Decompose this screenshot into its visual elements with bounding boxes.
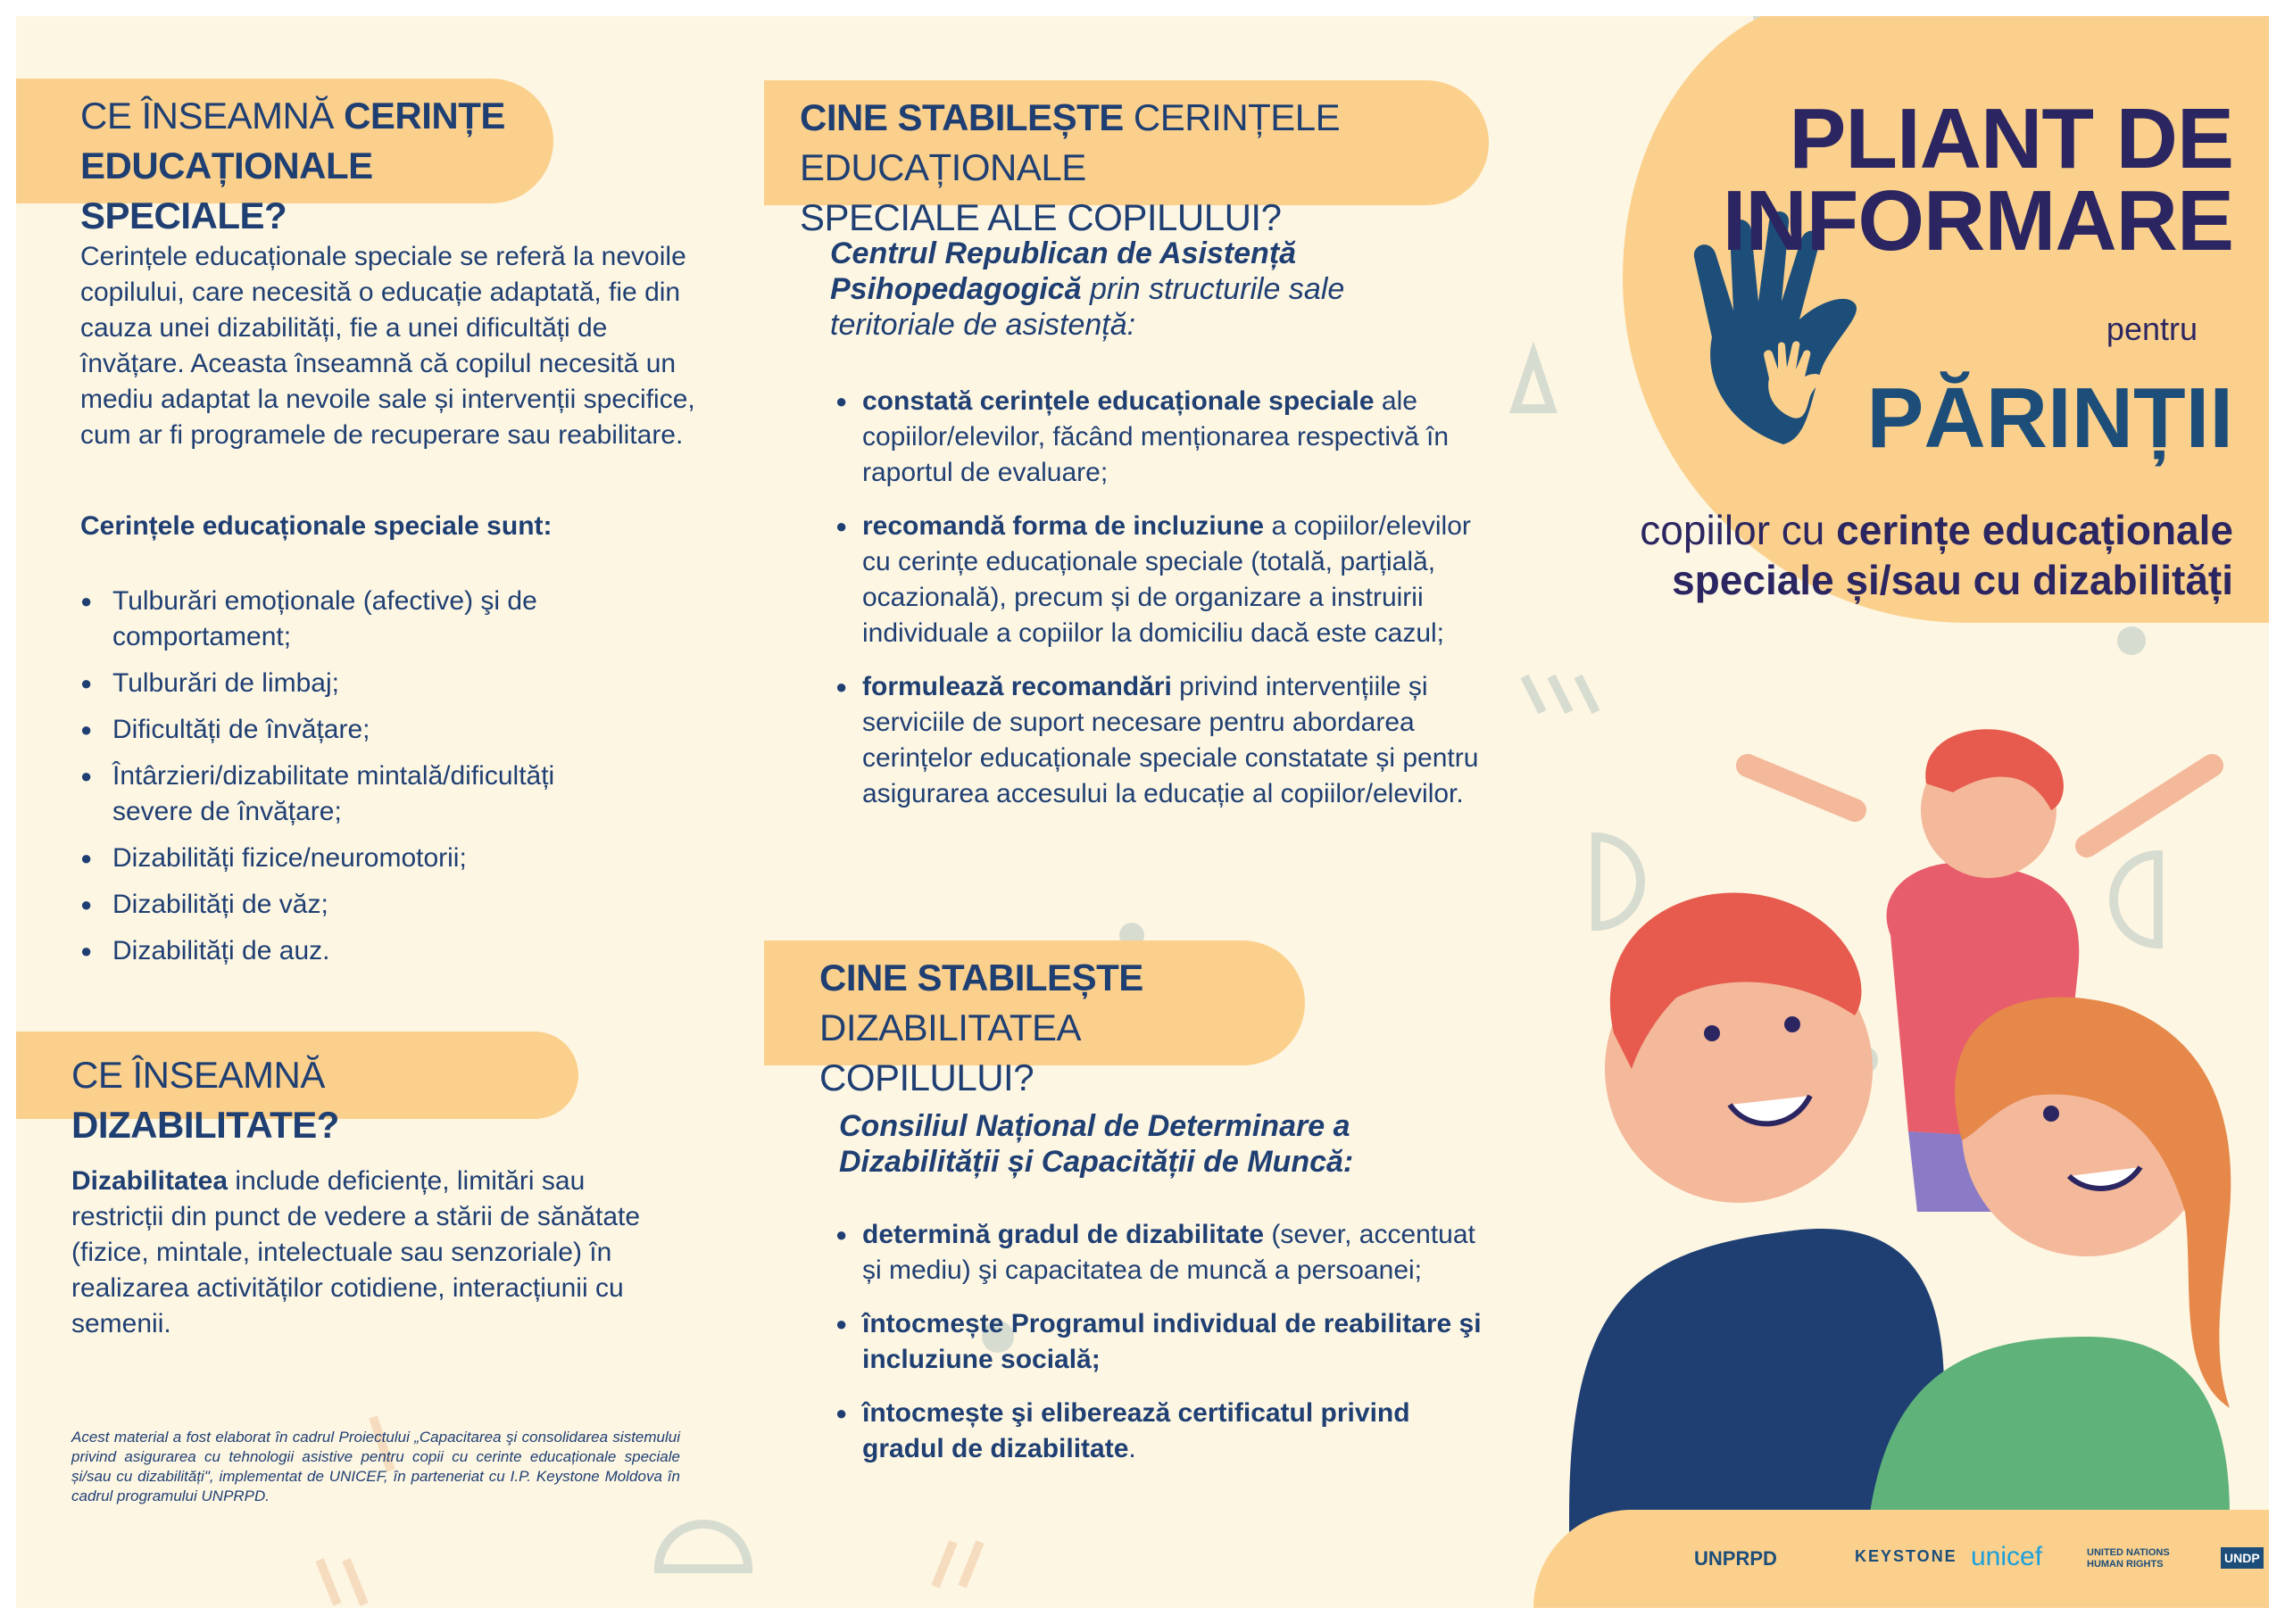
list-item: ● determină gradul de dizabilitate (sever, accentuat și mediu) şi capacitatea de muncă a persoanei; xyxy=(835,1217,1496,1288)
list-item: ● Tulburări emoționale (afective) şi de comportament; xyxy=(80,584,634,655)
section-banner-ces xyxy=(16,79,553,236)
crap-subheading xyxy=(830,236,1455,343)
list-item: ● Întârzieri/dizabilitate mintală/dificultăți severe de învățare; xyxy=(80,758,634,830)
banner-text: CE ÎNSEAMNĂ xyxy=(80,95,345,137)
partner-logos-bar xyxy=(1533,1510,2269,1608)
list-item: ● Dizabilități fizice/neuromotorii; xyxy=(80,841,634,876)
list-item: ● Dificultăți de învățare; xyxy=(80,712,634,748)
ces-list-title xyxy=(80,509,705,544)
column-right-cover xyxy=(1533,16,2269,1608)
ces-list xyxy=(80,584,634,980)
title-line: PLIANT DE xyxy=(1789,91,2233,186)
banner-text: CE ÎNSEAMNĂ xyxy=(71,1054,325,1096)
list-item: ● Dizabilități de văz; xyxy=(80,887,634,923)
logo-undp: UNDP xyxy=(2221,1547,2264,1569)
family-illustration xyxy=(1533,712,2269,1604)
list-item: ● formulează recomandări privind intervențiile și serviciile de suport necesare pentru abordarea cerințelor educaționale speciale constatate și pentru asigurarea accesului la educație al copiilor/elevilor. xyxy=(835,669,1496,812)
section-banner-cine-ces xyxy=(764,80,1489,238)
dizab-bold: Dizabilitatea xyxy=(71,1166,228,1196)
dizab-text: include deficiențe, limitări sau restricții din punct de vedere a stării de sănătate (fizice, mintale, intelectuale sau senzoriale) în realizarea activităților cotidiene, interacțiunii cu semenii. xyxy=(71,1166,641,1338)
subtitle-bold: speciale și/sau cu dizabilități xyxy=(1672,557,2233,603)
cover-subtitle xyxy=(1640,505,2233,605)
cndd-duties-list xyxy=(835,1217,1496,1485)
banner-bold: DIZABILITATE? xyxy=(71,1104,339,1146)
list-item: ● recomandă forma de incluziune a copiilor/elevilor cu cerințe educaționale speciale (totală, parțială, ocazională), precum și de organizare a instruirii individuale a copiilor la domiciliu dacă este cazul; xyxy=(835,509,1496,651)
list-item: ● întocmește Programul individual de reabilitare şi incluziune socială; xyxy=(835,1306,1496,1378)
list-item: ● Tulburări de limbaj; xyxy=(80,666,634,701)
banner-bold: CERINȚE xyxy=(344,95,505,137)
section-banner-dizabilitate xyxy=(16,1032,578,1146)
banner-text: CERINȚELE EDUCAȚIONALE xyxy=(800,96,1341,188)
ces-paragraph: Cerințele educaționale speciale se referă la nevoile copilului, care necesită o educație adaptată, fie din cauza unei dizabilități, fie a unei dificultăți de învățare. Aceasta înseamnă că copilul necesită un mediu adaptat la nevoile sale și intervenții specifice, cum ar fi programele de recuperare sau reabilitare. xyxy=(80,242,695,450)
list-item: ● Dizabilități de auz. xyxy=(80,933,634,969)
logo-keystone: KEYSTONE xyxy=(1855,1547,1957,1565)
subhead-text: prin structurile sale teritoriale de asistență: xyxy=(830,272,1345,342)
crap-duties-list xyxy=(835,384,1496,830)
banner-bold: CINE STABILEȘTE xyxy=(800,96,1124,138)
subtitle-text: copiilor cu xyxy=(1640,507,1837,553)
subhead-bold: Centrul Republican de Asistență Psihopedagogică xyxy=(830,236,1297,306)
cover-parintii: PĂRINȚII xyxy=(1866,370,2233,466)
logo-un-human-rights: UNITED NATIONS HUMAN RIGHTS xyxy=(2087,1547,2170,1570)
brochure-sheet xyxy=(16,16,2269,1608)
subtitle-bold: cerințe educaționale xyxy=(1836,507,2233,553)
subhead-bold: Consiliul Național de Determinare a Dizabilității și Capacității de Muncă: xyxy=(839,1109,1354,1179)
logo-unicef: unicef xyxy=(1971,1542,2043,1571)
cndd-subheading xyxy=(839,1108,1482,1180)
section-banner-cine-dizab xyxy=(764,940,1305,1098)
cover-pentru: pentru xyxy=(2106,311,2198,347)
logo-unprpd: UNPRPD xyxy=(1694,1547,1777,1570)
cover-title xyxy=(1722,91,2233,269)
banner-text: DIZABILITATEA COPILULUI? xyxy=(819,1007,1079,1098)
banner-bold: CINE STABILEȘTE xyxy=(819,957,1143,998)
banner-bold: EDUCAȚIONALE SPECIALE? xyxy=(80,145,373,236)
title-line: INFORMARE xyxy=(1722,173,2233,269)
list-item: ● constată cerințele educaționale speciale ale copiilor/elevilor, făcând menționarea respectivă în raportul de evaluare; xyxy=(835,384,1496,491)
list-title-text: Cerințele educaționale speciale sunt: xyxy=(80,511,553,541)
banner-text: SPECIALE ALE COPILULUI? xyxy=(800,196,1282,238)
project-footnote: Acest material a fost elaborat în cadrul Proiectului „Capacitarea şi consolidarea sistemului privind asigurarea cu tehnologii asistive pentru copii cu cerinte educaționale speciale și/sau cu dizabilități", implementat de UNICEF, în parteneriat cu I.P. Keystone Moldova în cadrul programului UNPRPD. xyxy=(71,1429,680,1504)
list-item: ● întocmește şi eliberează certificatul privind gradul de dizabilitate. xyxy=(835,1396,1496,1467)
dizabilitate-paragraph xyxy=(71,1164,661,1342)
